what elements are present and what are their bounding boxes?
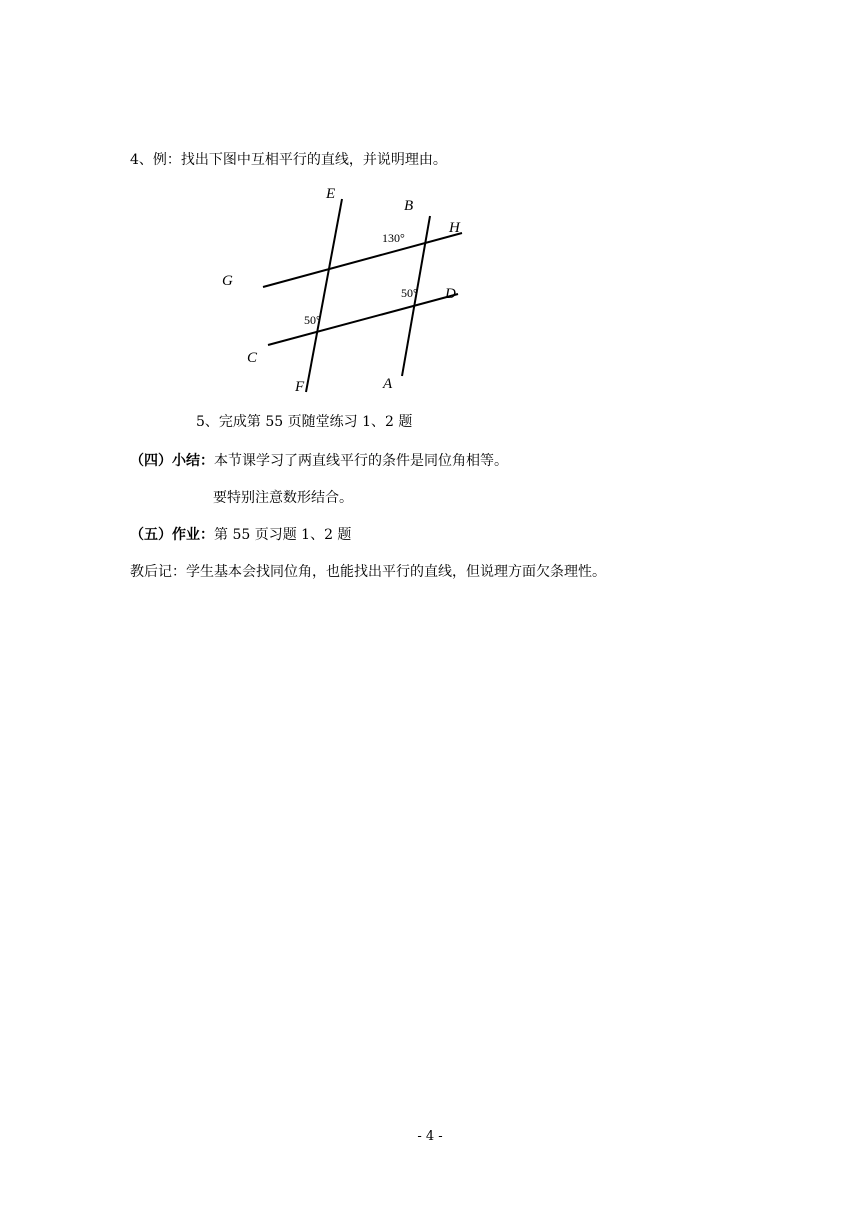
page-number: - 4 - bbox=[417, 1129, 443, 1144]
angle-label-130: 130° bbox=[382, 231, 405, 245]
label-c: C bbox=[247, 350, 258, 366]
label-f: F bbox=[295, 379, 305, 395]
label-g: G bbox=[222, 273, 233, 289]
label-a: A bbox=[383, 376, 393, 392]
label-b: B bbox=[404, 198, 414, 214]
teaching-reflection: 教后记：学生基本会找同位角，也能找出平行的直线，但说理方面欠条理性。 bbox=[130, 564, 606, 580]
label-h: H bbox=[449, 220, 460, 236]
summary-text: 本节课学习了两直线平行的条件是同位角相等。 bbox=[214, 453, 508, 469]
summary-note: 要特别注意数形结合。 bbox=[213, 490, 353, 506]
homework-line bbox=[130, 525, 351, 545]
line-ef bbox=[306, 199, 342, 392]
label-e: E bbox=[326, 186, 336, 202]
homework-heading: （五）作业： bbox=[130, 527, 214, 543]
line-cd bbox=[268, 294, 458, 345]
line-gh bbox=[263, 233, 462, 287]
summary-line bbox=[130, 451, 508, 471]
label-d: D bbox=[445, 286, 456, 302]
homework-text: 第 55 页习题 1、2 题 bbox=[214, 527, 352, 543]
angle-label-50-right: 50° bbox=[401, 286, 418, 300]
example-question: 4、例：找出下图中互相平行的直线，并说明理由。 bbox=[130, 152, 447, 168]
angle-label-50-left: 50° bbox=[304, 313, 321, 327]
practice-assignment: 5、完成第 55 页随堂练习 1、2 题 bbox=[196, 414, 413, 430]
summary-heading: （四）小结： bbox=[130, 453, 214, 469]
